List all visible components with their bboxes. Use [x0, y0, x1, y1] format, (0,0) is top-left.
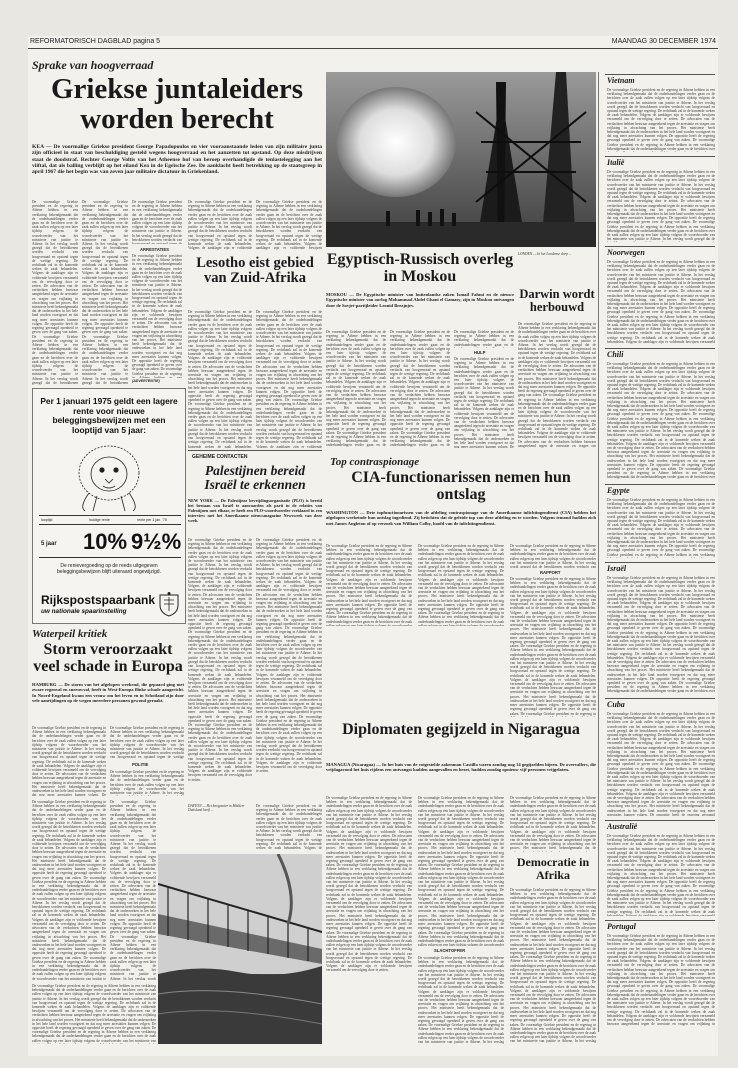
africa-headline: Democratie in Afrika [516, 855, 590, 882]
cia-col-3a [510, 544, 596, 568]
advert-title: Per 1 januari 1975 geldt een lagere rente voor nieuwe beleggingsbewijzen met een looptijd van 5 jaar: [40, 396, 178, 435]
greek-subhead: ARRESTATIES [140, 247, 169, 252]
brief-body-noorwegen [607, 260, 715, 344]
brief-head-chili: Chili [607, 350, 624, 359]
brief-rule-7 [605, 698, 715, 699]
greek-kicker: Sprake van hoogverraad [32, 58, 154, 72]
refinery-fire-photo [326, 72, 596, 247]
darwin-headline: Darwin wordt herbouwd [519, 287, 595, 315]
egypt-col-3b [454, 357, 514, 448]
brief-body-egypte [607, 498, 715, 558]
cia-kicker: Top contraspionage [330, 456, 420, 468]
darwin-photo-caption: LONDEN — In het Londense dorp ... [518, 252, 572, 256]
advert-col-right: rente per 1 jan. '75 [137, 518, 167, 522]
nicaragua-col-1 [326, 796, 412, 1044]
greek-lead: KEA — De voormalige Griekse president George Papadopoulos en vier vooraanstaande leden van zijn militaire junta zijn officieel in staat van beschuldiging gesteld wegens hoogverraad en het aanzetten tot opstand. Op deze misdrijven staat de doodstraf. Rechter George Voltis van het Atheense hof van beroep overhandigde de tenlastelegging aan het viiftal, dat als balling verblijft op het eiland Kea in de Egeïsche Zee. De aanklacht heeft betrekking op de staatsgreep in april 1967 die het begin was van zeven jaar militaire dictatuur in Griekenland. [32, 144, 322, 176]
lesotho-col-2 [256, 310, 322, 448]
nicaragua-lead: MANAGUA (Nicaragua) — In het huis van de voigestelde zakenman Castillo waren zondag nog 14 gegijzelden bijeen. De overvallers, die vrijdagavond het huis rijdens een ontvangst hadden aangevallen en bezet, hadden zondag opnieuw vijf personen vrijgelaten. [326, 762, 596, 773]
greek-col-2 [82, 200, 128, 385]
advert-rate-old: 10% [83, 529, 128, 554]
brief-rule-5 [605, 484, 715, 485]
bank-advertisement [32, 388, 186, 624]
darwin-body [518, 322, 596, 448]
europe-kicker: Waterpeil kritiek [32, 628, 108, 640]
advert-tag: (ADVERTENTIE) [132, 379, 160, 383]
greek-headline: Griekse juntaleiders worden berecht [50, 73, 304, 136]
flood-photo-caption: DAYTON — Het hoogwater in Midden-Duitsland heeft ... [188, 804, 245, 813]
europe-headline: Storm veroorzaakt veel schade in Europa [33, 641, 183, 675]
brief-rule-6 [605, 562, 715, 563]
lesotho-headline: Lesotho eist gebied van Zuid-Afrika [196, 255, 314, 287]
palestine-col-1 [188, 538, 252, 800]
nicaragua-col-3 [510, 796, 596, 852]
brief-rule-4 [605, 348, 715, 349]
palestine-label: GEHEIME CONTACTEN [192, 454, 248, 460]
brief-body-italie [607, 170, 715, 242]
egypt-col-3a [454, 330, 514, 348]
brief-rule-2 [605, 156, 715, 157]
europe-col-1 [32, 726, 106, 796]
bank-name: Rijkspostspaarbank [41, 593, 156, 607]
europe-col-3 [256, 804, 322, 850]
lesotho-col-1 [188, 310, 252, 448]
brief-body-australie [607, 834, 715, 916]
masthead-left: REFORMATORISCH DAGBLAD pagina 5 [30, 38, 161, 45]
europe-col-2a [110, 726, 184, 760]
bank-tagline: uw nationale spaarinstelling [41, 608, 127, 615]
brief-body-israel [607, 576, 715, 694]
brief-head-egypte: Egypte [607, 486, 630, 495]
brief-head-vietnam: Vietnam [607, 76, 635, 85]
brief-head-italie: Italië [607, 158, 625, 167]
brief-rule-9 [605, 920, 715, 921]
europe-col-1b [32, 800, 106, 980]
brief-body-chili [607, 362, 715, 480]
brief-body-vietnam [607, 88, 715, 152]
advert-rate-new: 9½% [131, 529, 182, 554]
nicaragua-subhead: SLACHTOFFER [434, 948, 466, 953]
cia-headline: CIA-functionarissen nemen hun ontslag [351, 469, 571, 503]
europe-col-2c [110, 800, 156, 980]
brief-head-noorwegen: Noorwegen [607, 248, 645, 257]
brief-rule-8 [605, 820, 715, 821]
lion-illustration [69, 441, 149, 511]
europe-col-2b [110, 770, 184, 796]
brief-rule-3 [605, 246, 715, 247]
europe-col-bottom [32, 984, 156, 1044]
masthead-date: MAANDAG 30 DECEMBER 1974 [611, 38, 716, 45]
palestine-col-2 [256, 538, 322, 800]
greek-col-1 [32, 200, 78, 385]
greek-col-3b [132, 254, 182, 378]
brief-head-portugal: Portugal [607, 922, 636, 931]
news-briefs-sidebar [598, 72, 717, 1032]
flood-bridge-photo [158, 854, 322, 1044]
brief-head-israel: Israël [607, 564, 627, 573]
egypt-lead: MOSKOU — De Egyptische minister van buitenlandse zaken Ismail Fahmi en de nieuwe Egyptische minister van oorlog Mohammad Abdel Ghani el Gamasy, zijn in Moskou ontvangen door de Sovjet-partijleider Leonid Brezjnjev. [326, 292, 514, 308]
newspaper-page [28, 36, 718, 1056]
greek-col-3a [132, 200, 182, 244]
egypt-subhead: HULP [474, 350, 486, 355]
masthead [28, 36, 718, 49]
advert-col-left: looptijd [41, 518, 53, 522]
nicaragua-col-2b [418, 956, 504, 1044]
advert-note: De renievergoeding op de reeds uitgegeven beleggingsbewijzen blijft uiteraard ongewijzigd. [57, 563, 161, 575]
nicaragua-headline: Diplomaten gegijzeld in Nigaragua [342, 721, 580, 738]
brief-rule-1 [605, 74, 715, 75]
nicaragua-col-2a [418, 796, 504, 946]
egypt-col-1 [326, 330, 386, 448]
africa-body [510, 888, 596, 1044]
advert-term: 5 jaar [41, 541, 57, 547]
brief-head-australie: Australië [607, 822, 638, 831]
greek-col-5 [256, 200, 322, 250]
brief-head-cuba: Cuba [607, 700, 625, 709]
advert-col-mid: huidige rente [89, 518, 110, 522]
egypt-col-2a [390, 330, 450, 448]
cia-col-3b [510, 577, 596, 717]
palestine-rule [188, 450, 322, 451]
cia-col-2 [418, 544, 504, 626]
egypt-headline: Egyptisch-Russisch overleg in Moskou [326, 251, 514, 285]
greek-col-4 [188, 200, 252, 250]
palestine-headline: Palestijnen bereid Israël te erkennen [204, 463, 306, 493]
cia-lead: WASHINGTON — Drie topfunctionarissen van de afdeling contraspionage van de Amerikaanse inlichtingendienst (CIA) hebben het afgelopen weekeinde hun ontslag ingediend. Zij betichten dat de geleide top van deze afdeling en te worden. Volgens iemand hadden zich met James Angleton of op verzoek van William Colby, hoofd van de inlichtingendienst. [326, 510, 596, 526]
palestine-lead: NEW YORK — De Palestijnse bevrijdingsorganisatie (PLO) is bereid het bestaan van Israël te aanvaarden als parti in de relaties van Palestijnen met elkaar, er heeft een PLO-woordvoerder verklaard in een interview met het Amerikaanse nieuwsmagazine Newsweek van deze week. [188, 498, 322, 523]
brief-body-cuba [607, 712, 715, 816]
brief-body-portugal [607, 934, 715, 1026]
cia-subhead: RAPPORT [540, 570, 561, 575]
europe-lead: HAMBURG — De storm van het afgelopen weekend, die gepaard ging met zware regenval en sneeuwval, heeft in West-Europa flinke schade aangericht. In Noord-Engeland kwam een vrouw om het leven en in Schotland zijn door vele aanrijdingen op de wegen meerdere personen gewond geraakt. [32, 682, 184, 704]
europe-subhead: POLITIE [132, 762, 149, 767]
coat-of-arms-icon [157, 591, 181, 617]
cia-col-1 [326, 544, 412, 626]
